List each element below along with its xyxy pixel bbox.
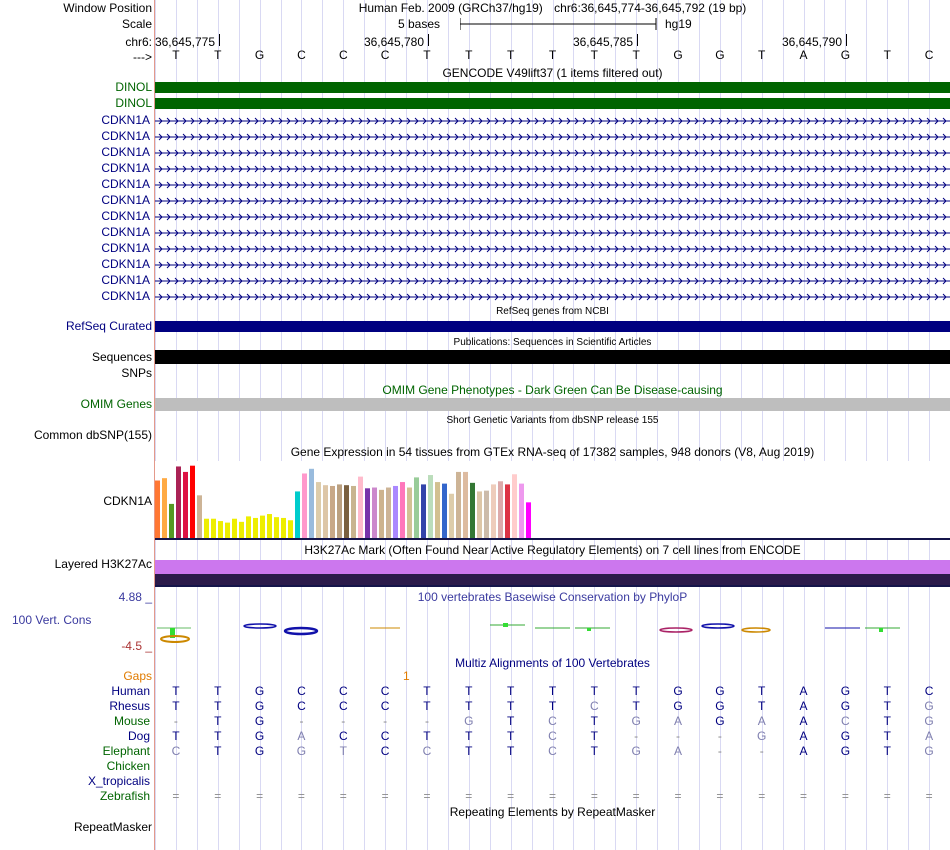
gtex-tissue-bar[interactable] xyxy=(463,472,468,539)
gtex-tissue-bar[interactable] xyxy=(358,477,363,539)
multiz-track-title: Multiz Alignments of 100 Vertebrates xyxy=(455,656,650,670)
gtex-tissue-bar[interactable] xyxy=(211,519,216,539)
gtex-tissue-bar[interactable] xyxy=(407,488,412,539)
aligned-base: G xyxy=(254,729,265,743)
publications-sequence-feature[interactable] xyxy=(155,350,950,364)
window-position-label: Window Position xyxy=(63,1,152,15)
gtex-tissue-bar[interactable] xyxy=(183,472,188,539)
gtex-tissue-bar[interactable] xyxy=(204,519,209,539)
reference-sequence xyxy=(155,48,950,68)
aligned-base: G xyxy=(464,714,474,728)
reference-base: C xyxy=(380,48,390,62)
scale-db-label: hg19 xyxy=(665,17,692,31)
ruler-tick-label: 36,645,785 xyxy=(572,35,633,49)
refseq-track-title: RefSeq genes from NCBI xyxy=(496,306,609,317)
aligned-base: C xyxy=(338,684,348,698)
gtex-tissue-bar[interactable] xyxy=(260,516,265,539)
gtex-tissue-bar[interactable] xyxy=(281,518,286,539)
aligned-base: A xyxy=(799,714,808,728)
aligned-base: G xyxy=(840,744,851,758)
aligned-base: T xyxy=(172,729,180,743)
h3k27ac-baseline xyxy=(155,585,950,587)
h3k27ac-track-title: H3K27Ac Mark (Often Found Near Active Regulatory Elements) on 7 cell lines from ENCODE xyxy=(304,543,801,557)
aligned-base: C xyxy=(380,729,390,743)
gtex-tissue-bar[interactable] xyxy=(393,486,398,539)
gtex-tissue-bar[interactable] xyxy=(442,484,447,539)
cdkn1a-intron-line[interactable] xyxy=(155,228,950,238)
cdkn1a-transcript-label[interactable]: CDKN1A xyxy=(101,273,150,287)
aligned-base: - xyxy=(676,729,681,743)
aligned-base: A xyxy=(799,744,808,758)
ruler-tick-label: 36,645,775 xyxy=(154,35,215,49)
gtex-tissue-bar[interactable] xyxy=(505,484,510,539)
scale-label: Scale xyxy=(121,17,152,31)
aligned-base: G xyxy=(840,699,851,713)
gtex-tissue-bar[interactable] xyxy=(491,484,496,539)
cdkn1a-intron-line[interactable] xyxy=(155,292,950,302)
gtex-tissue-bar[interactable] xyxy=(498,481,503,539)
aligned-base: T xyxy=(548,699,557,713)
aligned-base: - xyxy=(341,714,346,728)
aligned-base: A xyxy=(799,699,808,713)
aligned-base: T xyxy=(214,699,222,713)
gaps-label: Gaps xyxy=(123,669,152,683)
cdkn1a-intron-line[interactable] xyxy=(155,196,950,206)
aligned-base: G xyxy=(254,714,265,728)
cdkn1a-transcript-label[interactable]: CDKN1A xyxy=(101,129,150,143)
gtex-tissue-bar[interactable] xyxy=(302,473,307,539)
phylop-max-label: 4.88 _ xyxy=(118,590,152,604)
aligned-base: T xyxy=(506,699,515,713)
cdkn1a-transcript-label[interactable]: CDKN1A xyxy=(101,241,150,255)
aligned-base: C xyxy=(548,744,557,758)
gencode-dinol-label-2[interactable]: DINOL xyxy=(115,96,152,110)
aligned-base: T xyxy=(423,684,431,698)
gap-count-marker: 1 xyxy=(403,669,410,683)
gtex-tissue-bar[interactable] xyxy=(400,482,405,539)
aligned-base: - xyxy=(759,744,764,758)
aligned-base: = xyxy=(883,789,891,803)
gtex-tissue-bar[interactable] xyxy=(253,518,258,539)
aligned-base: C xyxy=(297,699,306,713)
chromosome-label: chr6: xyxy=(125,35,152,49)
gtex-tissue-bar[interactable] xyxy=(267,514,272,539)
gtex-tissue-bar[interactable] xyxy=(526,502,531,539)
aligned-base: A xyxy=(799,684,808,698)
aligned-base: = xyxy=(256,789,264,803)
aligned-base: T xyxy=(590,729,598,743)
gtex-tissue-bar[interactable] xyxy=(449,494,454,539)
aligned-base: G xyxy=(673,684,683,698)
gtex-tissue-bar[interactable] xyxy=(288,520,293,539)
reference-base: C xyxy=(338,48,348,62)
layered-h3k27ac-label[interactable]: Layered H3K27Ac xyxy=(54,557,152,571)
aligned-base: = xyxy=(423,789,431,803)
reference-base: C xyxy=(924,48,934,62)
aligned-base: C xyxy=(589,699,599,713)
h3k27ac-layer-top xyxy=(155,560,950,574)
aligned-base: = xyxy=(507,789,515,803)
reference-base: T xyxy=(632,48,640,62)
cdkn1a-intron-line[interactable] xyxy=(155,180,950,190)
ruler-tick-label: 36,645,780 xyxy=(363,35,424,49)
gtex-tissue-bar[interactable] xyxy=(155,481,160,540)
gtex-tissue-bar[interactable] xyxy=(351,486,356,539)
phylop-plot[interactable] xyxy=(155,606,950,646)
gtex-tissue-bar[interactable] xyxy=(218,521,223,539)
reference-base: G xyxy=(254,48,265,62)
cdkn1a-transcript-label[interactable]: CDKN1A xyxy=(101,113,150,127)
phylop-min-label: -4.5 _ xyxy=(121,639,152,653)
scale-bar xyxy=(460,16,660,32)
phylop-track-title: 100 vertebrates Basewise Conservation by PhyloP xyxy=(417,590,688,604)
aligned-base: T xyxy=(590,744,598,758)
species-label[interactable]: Human xyxy=(111,684,150,698)
aligned-base: T xyxy=(883,684,891,698)
cdkn1a-intron-line[interactable] xyxy=(155,212,950,222)
aligned-base: G xyxy=(254,744,265,758)
gtex-tissue-bar[interactable] xyxy=(190,466,195,539)
aligned-base: T xyxy=(883,744,891,758)
reference-base: A xyxy=(799,48,808,62)
gencode-dinol-label-1[interactable]: DINOL xyxy=(115,80,152,94)
cdkn1a-transcript-label[interactable]: CDKN1A xyxy=(101,289,150,303)
aligned-base: = xyxy=(800,789,808,803)
aligned-base: T xyxy=(172,699,180,713)
cdkn1a-transcript-label[interactable]: CDKN1A xyxy=(101,145,150,159)
ruler-tick xyxy=(428,34,429,46)
gtex-tissue-bar[interactable] xyxy=(323,485,328,539)
aligned-base: A xyxy=(674,714,683,728)
dinol-feature-1[interactable] xyxy=(155,82,950,93)
reference-base: T xyxy=(590,48,598,62)
reference-base: T xyxy=(423,48,431,62)
vert-cons-label[interactable]: 100 Vert. Cons xyxy=(12,613,92,627)
aligned-base: T xyxy=(883,699,891,713)
aligned-base: T xyxy=(423,729,431,743)
gtex-tissue-bar[interactable] xyxy=(330,486,335,539)
species-label[interactable]: Chicken xyxy=(106,759,150,773)
gtex-tissue-bar[interactable] xyxy=(316,482,321,539)
repeatmasker-label[interactable]: RepeatMasker xyxy=(73,820,152,834)
reference-base: T xyxy=(548,48,557,62)
aligned-base: G xyxy=(924,699,934,713)
cdkn1a-intron-line[interactable] xyxy=(155,132,950,142)
aligned-base: C xyxy=(338,729,348,743)
gtex-tissue-bar[interactable] xyxy=(232,519,237,539)
aligned-base: C xyxy=(338,699,348,713)
aligned-base: T xyxy=(214,714,222,728)
aligned-base: C xyxy=(380,744,390,758)
reference-base: T xyxy=(758,48,766,62)
aligned-base: T xyxy=(465,684,473,698)
aligned-base: = xyxy=(339,789,347,803)
species-label[interactable]: Mouse xyxy=(113,714,150,728)
gtex-tissue-bar[interactable] xyxy=(428,475,433,539)
gtex-tissue-bar[interactable] xyxy=(379,490,384,539)
gtex-tissue-bar[interactable] xyxy=(225,523,230,539)
gtex-tissue-bar[interactable] xyxy=(309,469,314,539)
aligned-base: G xyxy=(631,714,641,728)
cdkn1a-transcript-label[interactable]: CDKN1A xyxy=(101,209,150,223)
aligned-base: = xyxy=(172,789,180,803)
aligned-base: G xyxy=(254,699,265,713)
aligned-base: C xyxy=(380,699,390,713)
aligned-base: A xyxy=(799,729,808,743)
dinol-feature-2[interactable] xyxy=(155,98,950,109)
aligned-base: T xyxy=(214,744,222,758)
cdkn1a-transcript-label[interactable]: CDKN1A xyxy=(101,225,150,239)
aligned-base: = xyxy=(716,789,724,803)
gtex-tissue-bar[interactable] xyxy=(519,484,524,539)
aligned-base: T xyxy=(758,699,766,713)
aligned-base: = xyxy=(632,789,640,803)
reference-base: G xyxy=(840,48,851,62)
aligned-base: T xyxy=(465,699,473,713)
gtex-tissue-bar[interactable] xyxy=(456,472,461,539)
cdkn1a-intron-line[interactable] xyxy=(155,116,950,126)
aligned-base: = xyxy=(841,789,849,803)
species-label[interactable]: Elephant xyxy=(102,744,150,758)
header-line xyxy=(155,1,950,15)
aligned-base: C xyxy=(297,684,306,698)
aligned-base: G xyxy=(840,729,851,743)
reference-base: T xyxy=(465,48,473,62)
aligned-base: = xyxy=(381,789,389,803)
aligned-base: T xyxy=(590,714,598,728)
species-label[interactable]: Dog xyxy=(127,729,150,743)
aligned-base: = xyxy=(925,789,933,803)
aligned-base: - xyxy=(383,714,388,728)
gtex-tissue-bar[interactable] xyxy=(295,491,300,539)
aligned-base: = xyxy=(548,789,556,803)
assembly-name: Human Feb. 2009 (GRCh37/hg19) xyxy=(358,1,543,15)
aligned-base: - xyxy=(717,744,722,758)
cdkn1a-transcript-label[interactable]: CDKN1A xyxy=(101,193,150,207)
omim-track-title: OMIM Gene Phenotypes - Dark Green Can Be Disease-causing xyxy=(382,383,723,397)
aligned-base: - xyxy=(634,729,639,743)
gtex-tissue-bar[interactable] xyxy=(197,495,202,539)
gtex-tissue-bar[interactable] xyxy=(435,482,440,539)
gtex-tissue-bar[interactable] xyxy=(344,485,349,539)
track-label-column xyxy=(0,0,154,850)
cdkn1a-transcript-label[interactable]: CDKN1A xyxy=(101,161,150,175)
gtex-tissue-bar[interactable] xyxy=(477,491,482,539)
scale-bases-label: 5 bases xyxy=(398,17,441,31)
gtex-bar-chart[interactable] xyxy=(155,461,950,539)
aligned-base: T xyxy=(883,714,891,728)
aligned-base: T xyxy=(214,684,222,698)
aligned-base: C xyxy=(548,729,557,743)
aligned-base: T xyxy=(465,729,473,743)
aligned-base: G xyxy=(296,744,307,758)
species-label[interactable]: Zebrafish xyxy=(99,789,150,803)
aligned-base: G xyxy=(924,744,934,758)
cdkn1a-transcript-label[interactable]: CDKN1A xyxy=(101,257,150,271)
cdkn1a-transcript-label[interactable]: CDKN1A xyxy=(101,177,150,191)
aligned-base: G xyxy=(673,699,683,713)
aligned-base: A xyxy=(674,744,683,758)
reference-base: G xyxy=(673,48,683,62)
aligned-base: T xyxy=(465,744,473,758)
aligned-base: = xyxy=(590,789,598,803)
gtex-tissue-bar[interactable] xyxy=(484,491,489,539)
aligned-base: C xyxy=(924,684,934,698)
aligned-base: C xyxy=(548,714,557,728)
gtex-tissue-bar[interactable] xyxy=(246,516,251,539)
reference-base: T xyxy=(214,48,222,62)
publications-track-title: Publications: Sequences in Scientific Articles xyxy=(453,337,652,348)
aligned-base: T xyxy=(632,699,640,713)
aligned-base: C xyxy=(171,744,181,758)
aligned-base: T xyxy=(339,744,347,758)
position-range: chr6:36,645,774-36,645,792 (19 bp) xyxy=(554,1,747,15)
aligned-base: C xyxy=(380,684,390,698)
aligned-base: T xyxy=(423,699,431,713)
gtex-tissue-bar[interactable] xyxy=(169,504,174,539)
snps-label[interactable]: SNPs xyxy=(121,366,152,380)
ruler-tick xyxy=(637,34,638,46)
dbsnp-track-title: Short Genetic Variants from dbSNP release 155 xyxy=(446,415,659,426)
aligned-base: - xyxy=(173,714,178,728)
aligned-base: A xyxy=(297,729,306,743)
aligned-base: = xyxy=(297,789,305,803)
aligned-base: T xyxy=(548,684,557,698)
aligned-base: A xyxy=(925,729,934,743)
aligned-base: G xyxy=(631,744,641,758)
gtex-tissue-bar[interactable] xyxy=(414,477,419,539)
gtex-tissue-bar[interactable] xyxy=(274,517,279,539)
species-label[interactable]: X_tropicalis xyxy=(87,774,150,788)
aligned-base: T xyxy=(214,729,222,743)
aligned-base: G xyxy=(757,729,767,743)
aligned-base: - xyxy=(424,714,429,728)
reference-base: T xyxy=(506,48,515,62)
aligned-base: = xyxy=(214,789,222,803)
aligned-base: = xyxy=(674,789,682,803)
gtex-tissue-bar[interactable] xyxy=(365,488,370,539)
aligned-base: T xyxy=(506,729,515,743)
cdkn1a-intron-line[interactable] xyxy=(155,164,950,174)
gtex-tissue-bar[interactable] xyxy=(421,484,426,539)
aligned-base: T xyxy=(758,684,766,698)
omim-feature[interactable] xyxy=(155,398,950,411)
aligned-base: T xyxy=(506,714,515,728)
aligned-base: G xyxy=(840,684,851,698)
aligned-base: G xyxy=(715,699,725,713)
aligned-base: = xyxy=(465,789,473,803)
ruler-tick-label: 36,645,790 xyxy=(781,35,842,49)
aligned-base: G xyxy=(254,684,265,698)
aligned-base: C xyxy=(841,714,850,728)
cdkn1a-intron-line[interactable] xyxy=(155,244,950,254)
gtex-tissue-bar[interactable] xyxy=(386,488,391,539)
aligned-base: T xyxy=(172,684,180,698)
species-label[interactable]: Rhesus xyxy=(109,699,150,713)
omim-genes-label[interactable]: OMIM Genes xyxy=(80,397,152,411)
aligned-base: T xyxy=(632,684,640,698)
gtex-tissue-bar[interactable] xyxy=(470,483,475,539)
gtex-tissue-bar[interactable] xyxy=(176,466,181,539)
cdkn1a-intron-line[interactable] xyxy=(155,260,950,270)
gtex-tissue-bar[interactable] xyxy=(337,484,342,539)
refseq-feature[interactable] xyxy=(155,321,950,332)
reference-base: T xyxy=(883,48,891,62)
common-dbsnp-label[interactable]: Common dbSNP(155) xyxy=(33,428,152,442)
repeatmasker-track-title: Repeating Elements by RepeatMasker xyxy=(449,805,656,819)
aligned-base: - xyxy=(717,729,722,743)
gtex-tissue-bar[interactable] xyxy=(162,478,167,539)
aligned-base: T xyxy=(506,744,515,758)
gencode-track-title: GENCODE V49lift37 (1 items filtered out) xyxy=(442,66,663,80)
aligned-base: T xyxy=(883,729,891,743)
ruler-tick xyxy=(846,34,847,46)
ruler-tick xyxy=(219,34,220,46)
gtex-track-title: Gene Expression in 54 tissues from GTEx RNA-seq of 17382 samples, 948 donors (V8, Aug 2019) xyxy=(290,445,815,459)
gtex-baseline xyxy=(155,538,950,540)
gtex-tissue-bar[interactable] xyxy=(512,474,517,539)
aligned-base: T xyxy=(590,684,598,698)
aligned-base: G xyxy=(715,714,725,728)
gtex-tissue-bar[interactable] xyxy=(239,522,244,539)
strand-label: ---> xyxy=(133,50,152,64)
reference-base: G xyxy=(715,48,725,62)
aligned-base: G xyxy=(924,714,934,728)
reference-base: T xyxy=(172,48,180,62)
refseq-curated-label[interactable]: RefSeq Curated xyxy=(65,319,152,333)
gtex-gene-label[interactable]: CDKN1A xyxy=(103,494,152,508)
aligned-base: C xyxy=(422,744,432,758)
gtex-tissue-bar[interactable] xyxy=(372,488,377,539)
cdkn1a-intron-line[interactable] xyxy=(155,276,950,286)
aligned-base: - xyxy=(299,714,304,728)
aligned-base: T xyxy=(506,684,515,698)
track-data-area xyxy=(155,0,950,850)
sequences-label[interactable]: Sequences xyxy=(91,350,152,364)
reference-base: C xyxy=(297,48,306,62)
aligned-base: A xyxy=(757,714,766,728)
aligned-base: = xyxy=(758,789,766,803)
cdkn1a-intron-line[interactable] xyxy=(155,148,950,158)
aligned-base: G xyxy=(715,684,725,698)
